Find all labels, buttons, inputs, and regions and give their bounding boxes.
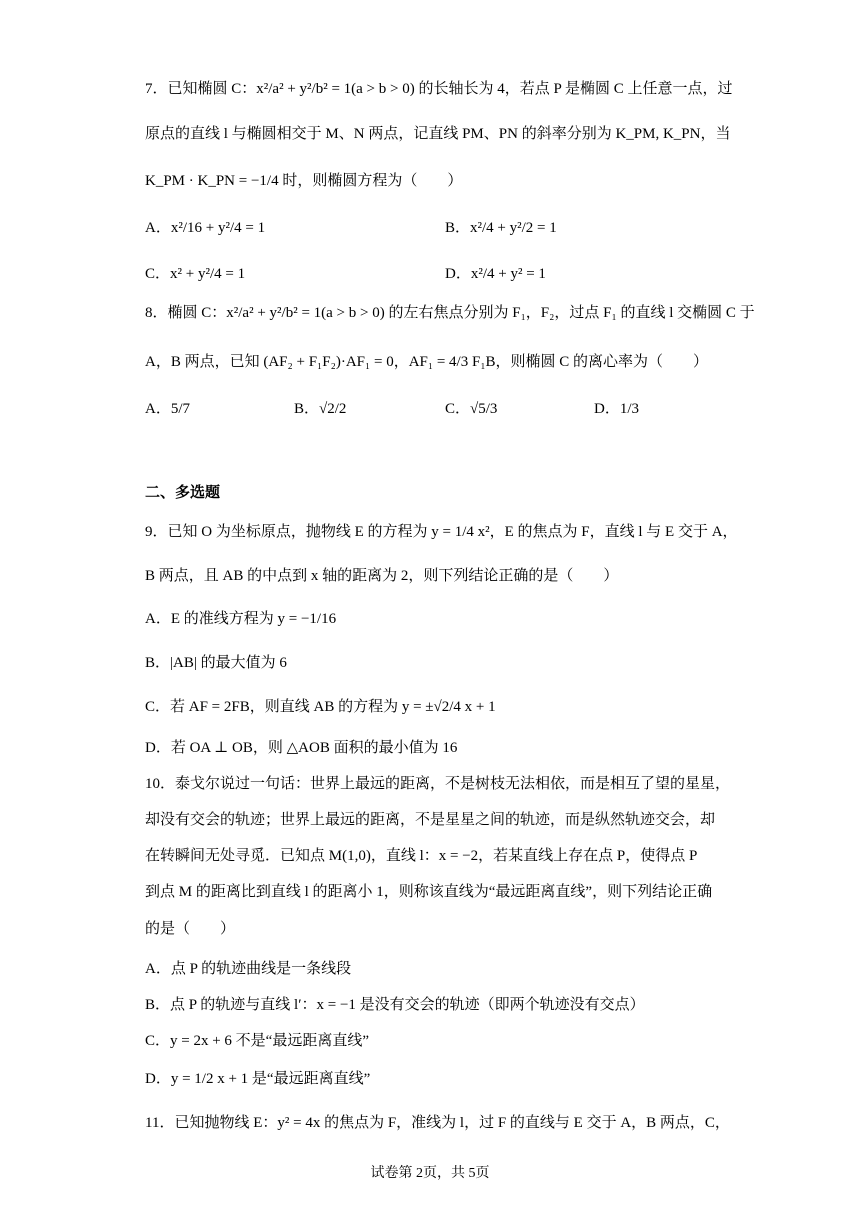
q7-line-3: K_PM · K_PN = −1/4 时，则椭圆方程为（ ） (145, 173, 463, 189)
q7-line-1: 7．已知椭圆 C：x²/a² + y²/b² = 1(a > b > 0) 的长轴长为 4，若点 P 是椭圆 C 上任意一点，过 (145, 81, 733, 97)
q9-option-a: A．E 的准线方程为 y = −1/16 (145, 611, 337, 627)
q9-line-1: 9．已知 O 为坐标原点，抛物线 E 的方程为 y = 1/4 x²，E 的焦点为 F，直线 l 与 E 交于 A， (145, 524, 738, 540)
q10-line-2: 却没有交会的轨迹；世界上最远的距离，不是星星之间的轨迹，而是纵然轨迹交会，却 (145, 812, 716, 828)
q9-line-2: B 两点，且 AB 的中点到 x 轴的距离为 2，则下列结论正确的是（ ） (145, 568, 619, 584)
q10-option-c: C．y = 2x + 6 不是“最远距离直线” (145, 1033, 369, 1049)
q10-option-b: B．点 P 的轨迹与直线 l′：x = −1 是没有交会的轨迹（即两个轨迹没有交点） (145, 997, 645, 1013)
q9-option-d: D．若 OA ⊥ OB，则 △AOB 面积的最小值为 16 (145, 740, 458, 756)
q8-line-2: A，B 两点，已知 (AF₂ + F₁F₂)·AF₁ = 0，AF₁ = 4/3 F₁B，则椭圆 C 的离心率为（ ） (145, 354, 709, 370)
q10-line-3: 在转瞬间无处寻觅．已知点 M(1,0)，直线 l：x = −2，若某直线上存在点 P，使得点 P (145, 848, 698, 864)
q8-option-d: D．1/3 (594, 401, 640, 417)
page-footer: 试卷第 2页，共 5页 (370, 1166, 490, 1181)
q7-option-c: C．x² + y²/4 = 1 (145, 266, 246, 282)
q8-option-a: A．5/7 (145, 401, 191, 417)
q7-line-2: 原点的直线 l 与椭圆相交于 M、N 两点，记直线 PM、PN 的斜率分别为 K_PM, K_PN，当 (145, 126, 731, 142)
q7-option-d: D．x²/4 + y² = 1 (445, 266, 546, 282)
q9-option-c: C．若 AF = 2FB，则直线 AB 的方程为 y = ±√2/4 x + 1 (145, 699, 496, 715)
q11-line-1: 11．已知抛物线 E：y² = 4x 的焦点为 F，准线为 l，过 F 的直线与 E 交于 A，B 两点，C， (145, 1115, 730, 1131)
q10-option-d: D．y = 1/2 x + 1 是“最远距离直线” (145, 1071, 371, 1087)
q8-option-c: C．√5/3 (445, 401, 498, 417)
section-heading: 二、多选题 (145, 484, 221, 501)
q8-option-b: B．√2/2 (294, 401, 347, 417)
q8-line-1: 8．椭圆 C：x²/a² + y²/b² = 1(a > b > 0) 的左右焦点分别为 F₁，F₂，过点 F₁ 的直线 l 交椭圆 C 于 (145, 305, 755, 321)
q9-option-b: B．|AB| 的最大值为 6 (145, 655, 287, 671)
q7-option-b: B．x²/4 + y²/2 = 1 (445, 220, 557, 236)
q10-line-4: 到点 M 的距离比到直线 l 的距离小 1，则称该直线为“最远距离直线”，则下列结论正确 (145, 884, 713, 900)
q10-line-1: 10．泰戈尔说过一句话：世界上最远的距离，不是树枝无法相依，而是相互了望的星星， (145, 776, 731, 792)
q10-option-a: A．点 P 的轨迹曲线是一条线段 (145, 961, 352, 977)
q10-line-5: 的是（ ） (145, 921, 236, 937)
q7-option-a: A．x²/16 + y²/4 = 1 (145, 220, 266, 236)
